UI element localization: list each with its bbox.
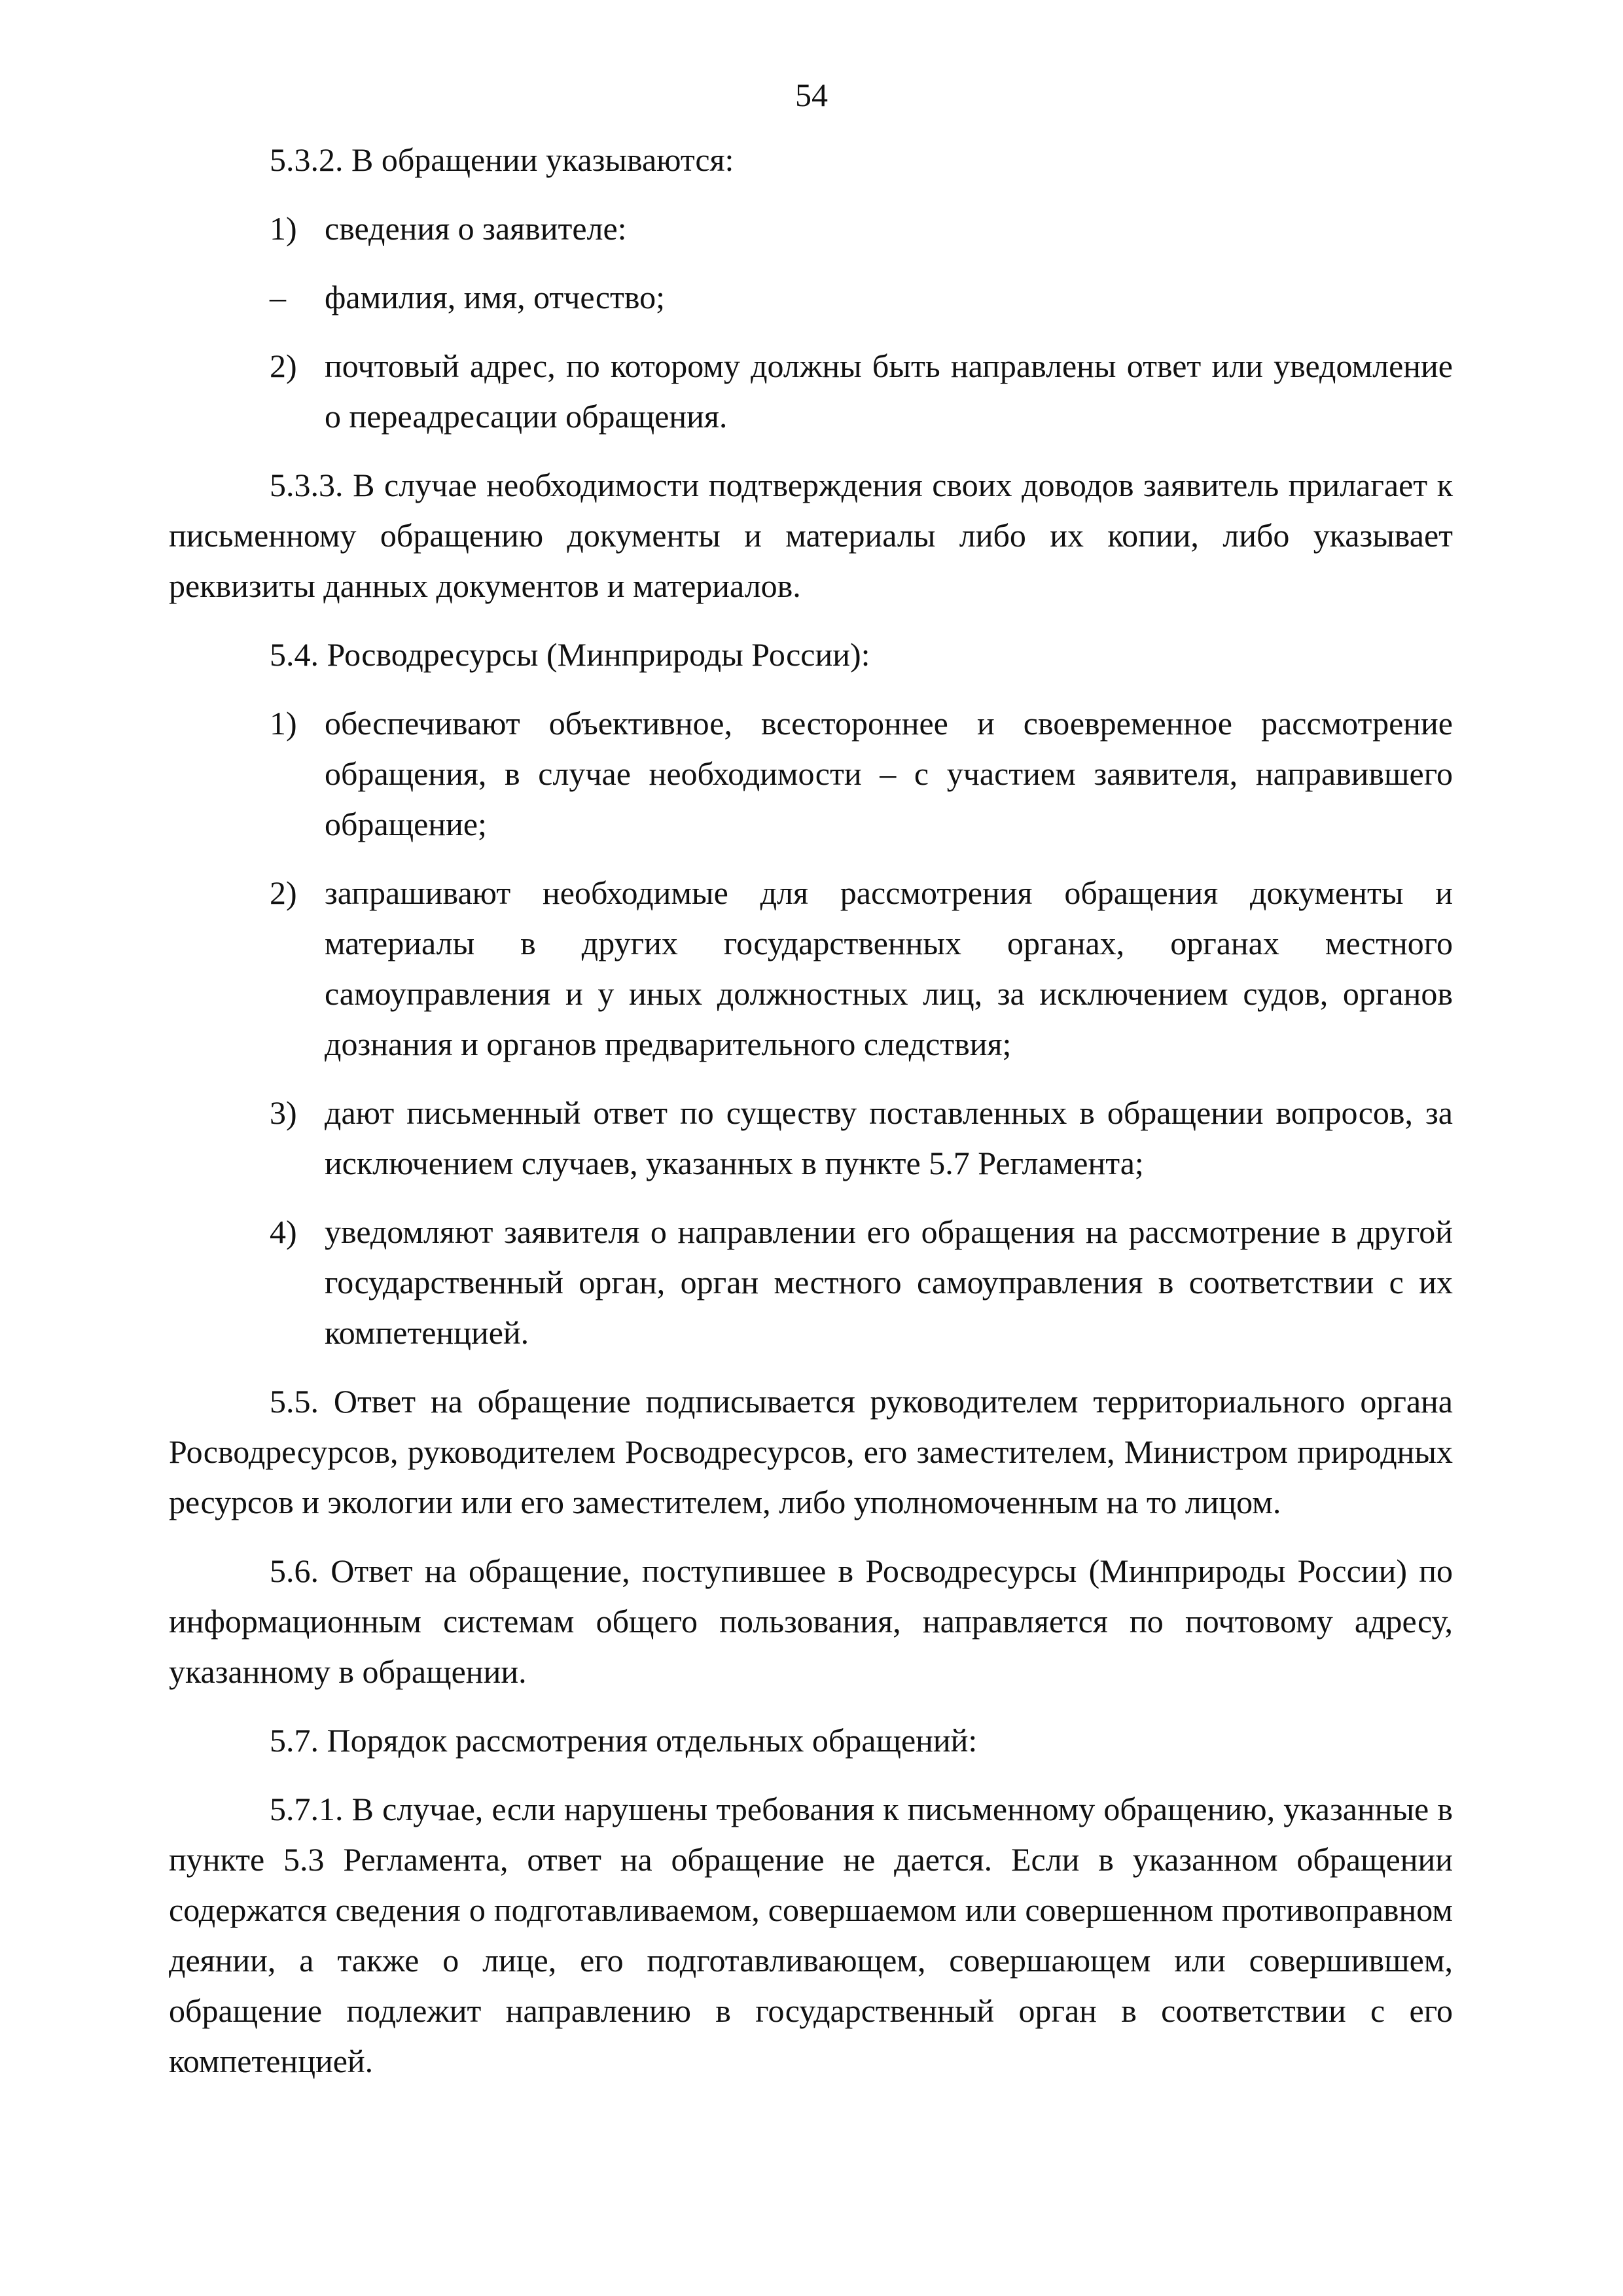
list-marker: 2) <box>270 874 297 911</box>
list-item-text: дают письменный ответ по существу поставленных в обращении вопросов, за исключением случаев, указанных в пункте 5.7 Регламента; <box>325 1094 1453 1181</box>
paragraph-5-5: 5.5. Ответ на обращение подписывается руководителем территориального органа Росводресурсов, руководителем Росводресурсов, его заместителем, Министром природных ресурсов и экологии или его заместителем, либо уполномоченным на то лицом. <box>169 1383 1453 1520</box>
list-marker: 2) <box>270 348 297 384</box>
page-number: 54 <box>795 77 828 113</box>
paragraph-5-3-2: 5.3.2. В обращении указываются: <box>270 141 734 178</box>
list-item <box>169 204 1453 254</box>
list-item <box>169 272 1453 323</box>
list-item-text: фамилия, имя, отчество; <box>325 279 666 315</box>
paragraph-5-7-1: 5.7.1. В случае, если нарушены требования к письменному обращению, указанные в пункте 5.3 Регламента, ответ на обращение не дается. Если в указанном обращении содержатся сведения о подготавливаемом, совершаемом или совершенном противоправном деянии, а также о лице, его подготавливающем, совершающем или совершившем, обращение подлежит направлению в государственный орган в соответствии с его компетенцией. <box>169 1791 1453 2079</box>
list-item-text: сведения о заявителе: <box>325 210 627 247</box>
paragraph-5-4: 5.4. Росводресурсы (Минприроды России): <box>270 636 870 673</box>
dash-marker: – <box>270 279 286 315</box>
paragraph-5-7: 5.7. Порядок рассмотрения отдельных обращений: <box>270 1722 978 1759</box>
list-marker: 1) <box>270 210 297 247</box>
list-marker: 1) <box>270 705 297 742</box>
list-item <box>169 1207 1453 1358</box>
list-item <box>169 868 1453 1069</box>
document-body <box>169 135 1453 2087</box>
list-marker: 3) <box>270 1094 297 1131</box>
list-item <box>169 698 1453 850</box>
list-item-text: запрашивают необходимые для рассмотрения обращения документы и материалы в других государственных органах, органах местного самоуправления и у иных должностных лиц, за исключением судов, органов дознания и органов предварительного следствия; <box>325 874 1453 1062</box>
list-marker: 4) <box>270 1213 297 1250</box>
list-item <box>169 1088 1453 1189</box>
paragraph-5-6: 5.6. Ответ на обращение, поступившее в Росводресурсы (Минприроды России) по информационным системам общего пользования, направляется по почтовому адресу, указанному в обращении. <box>169 1552 1453 1690</box>
paragraph-5-3-3: 5.3.3. В случае необходимости подтверждения своих доводов заявитель прилагает к письменному обращению документы и материалы либо их копии, либо указывает реквизиты данных документов и материалов. <box>169 467 1453 604</box>
list-item-text: почтовый адрес, по которому должны быть направлены ответ или уведомление о переадресации обращения. <box>325 348 1453 435</box>
list-item <box>169 341 1453 442</box>
list-item-text: обеспечивают объективное, всестороннее и своевременное рассмотрение обращения, в случае необходимости – с участием заявителя, направившего обращение; <box>325 705 1453 842</box>
list-item-text: уведомляют заявителя о направлении его обращения на рассмотрение в другой государственный орган, орган местного самоуправления в соответствии с их компетенцией. <box>325 1213 1453 1351</box>
